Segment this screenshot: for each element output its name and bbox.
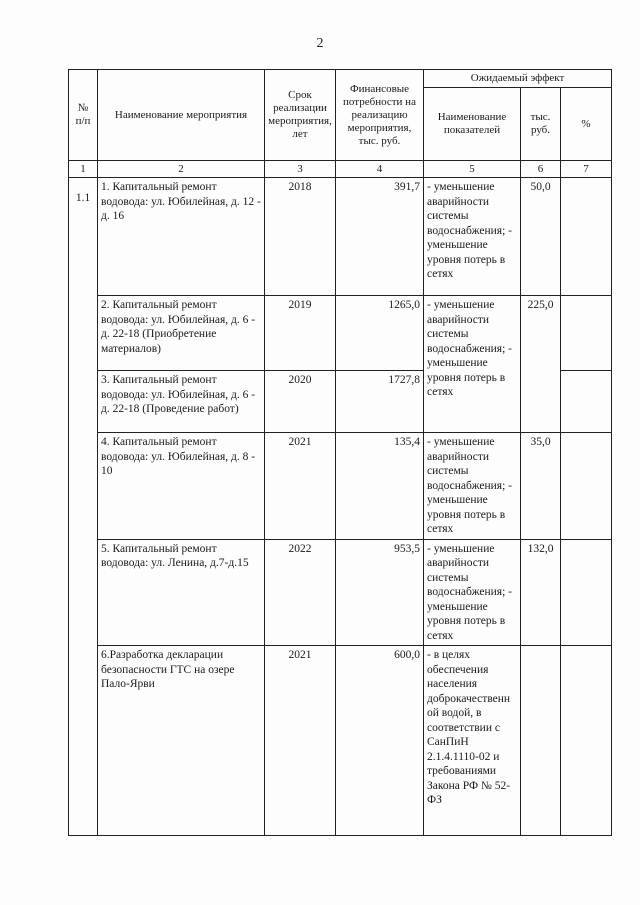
measure-name: 2. Капитальный ремонт водовода: ул. Юбилейная, д. 6 - д. 22-18 (Приобретение материалов) (98, 296, 265, 371)
header-thousand: тыс. руб. (521, 88, 561, 161)
effect-indicator: - уменьшение аварийности системы водоснабжения; - уменьшение уровня потерь в сетях (424, 539, 521, 646)
group-number: 1.1 (69, 178, 98, 836)
header-indicator: Наименование показателей (424, 88, 521, 161)
header-num: № п/п (69, 70, 98, 161)
measure-cost: 135,4 (336, 433, 424, 540)
effect-percent (561, 371, 612, 433)
col-number: 5 (424, 161, 521, 178)
page-number: 2 (316, 36, 324, 51)
measure-name: 6.Разработка декларации безопасности ГТС на озере Пало-Ярви (98, 646, 265, 836)
effect-indicator: - уменьшение аварийности системы водоснабжения; - уменьшение уровня потерь в сетях (424, 296, 521, 433)
measure-name: 5. Капитальный ремонт водовода: ул. Ленина, д.7-д.15 (98, 539, 265, 646)
effect-thousand: 50,0 (521, 178, 561, 296)
table-row (69, 178, 612, 296)
effect-indicator: - уменьшение аварийности системы водоснабжения; - уменьшение уровня потерь в сетях (424, 433, 521, 540)
measure-year: 2020 (265, 371, 336, 433)
measure-year: 2019 (265, 296, 336, 371)
effect-percent (561, 646, 612, 836)
col-number: 1 (69, 161, 98, 178)
col-number: 3 (265, 161, 336, 178)
measure-cost: 953,5 (336, 539, 424, 646)
effect-percent (561, 296, 612, 371)
measure-cost: 600,0 (336, 646, 424, 836)
table-row (69, 433, 612, 540)
col-number: 4 (336, 161, 424, 178)
measure-cost: 391,7 (336, 178, 424, 296)
measure-name: 1. Капитальный ремонт водовода: ул. Юбилейная, д. 12 - д. 16 (98, 178, 265, 296)
effect-thousand: 225,0 (521, 296, 561, 433)
column-numbers-row (69, 161, 612, 178)
col-number: 7 (561, 161, 612, 178)
table-row (69, 646, 612, 836)
header-name: Наименование мероприятия (98, 70, 265, 161)
measure-year: 2021 (265, 433, 336, 540)
table-row (69, 296, 612, 371)
measure-year: 2018 (265, 178, 336, 296)
measure-name: 3. Капитальный ремонт водовода: ул. Юбилейная, д. 6 - д. 22-18 (Проведение работ) (98, 371, 265, 433)
measure-cost: 1265,0 (336, 296, 424, 371)
effect-indicator: - в целях обеспечения населения доброкачественн ой водой, в соответствии с СанПиН 2.1.4.1110-02 и требованиями Закона РФ № 52-ФЗ (424, 646, 521, 836)
effect-thousand (521, 646, 561, 836)
header-term: Срок реализации мероприятия, лет (265, 70, 336, 161)
effect-indicator: - уменьшение аварийности системы водоснабжения; - уменьшение уровня потерь в сетях (424, 178, 521, 296)
measure-name: 4. Капитальный ремонт водовода: ул. Юбилейная, д. 8 - 10 (98, 433, 265, 540)
header-percent: % (561, 88, 612, 161)
col-number: 6 (521, 161, 561, 178)
measures-table (68, 69, 612, 836)
measure-year: 2021 (265, 646, 336, 836)
table-row (69, 539, 612, 646)
effect-percent (561, 433, 612, 540)
header-effect: Ожидаемый эффект (424, 70, 612, 88)
effect-percent (561, 178, 612, 296)
col-number: 2 (98, 161, 265, 178)
effect-thousand: 35,0 (521, 433, 561, 540)
measure-year: 2022 (265, 539, 336, 646)
measure-cost: 1727,8 (336, 371, 424, 433)
effect-thousand: 132,0 (521, 539, 561, 646)
header-finance: Финансовые потребности на реализацию мероприятия, тыс. руб. (336, 70, 424, 161)
effect-percent (561, 539, 612, 646)
